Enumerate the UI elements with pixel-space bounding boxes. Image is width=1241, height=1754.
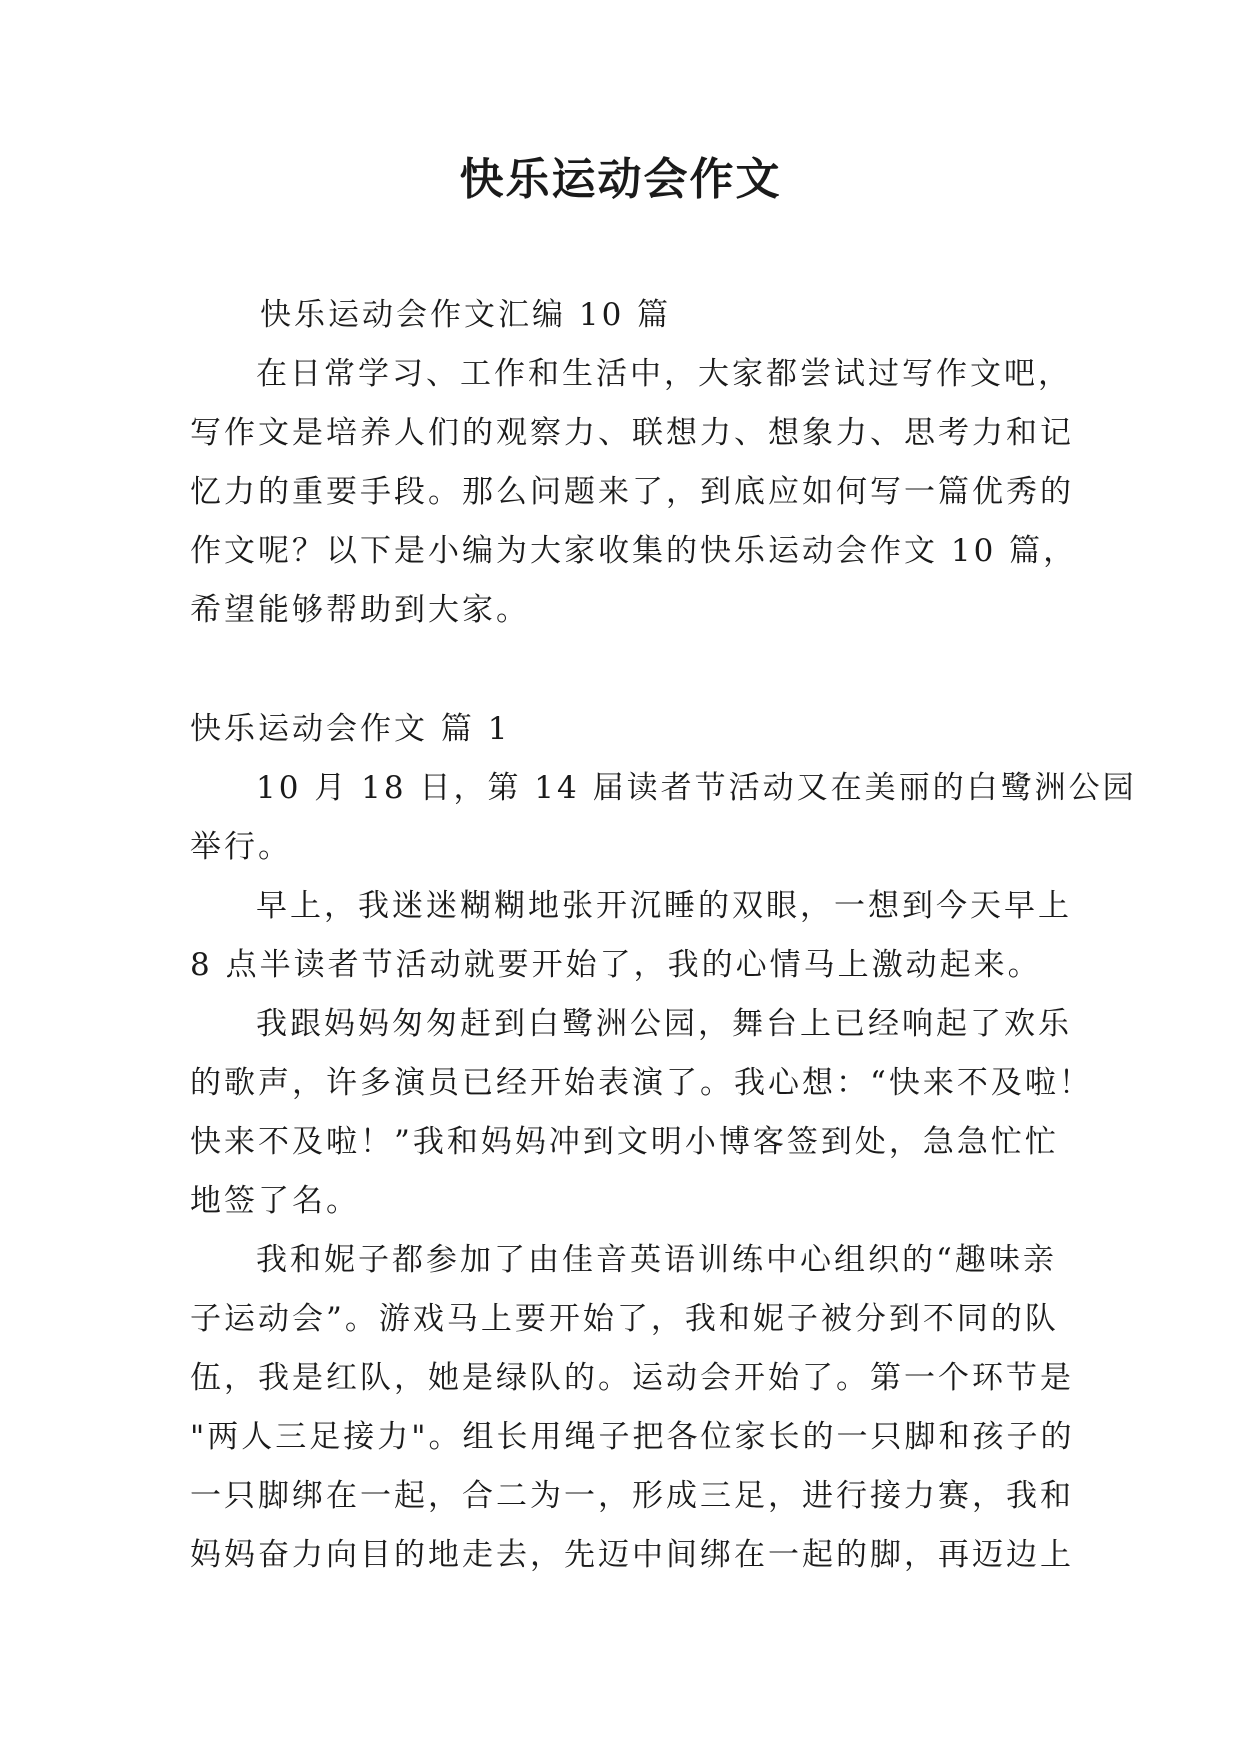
essay-line: 的歌声，许多演员已经开始表演了。我心想：“快来不及啦！ (190, 1065, 1093, 1101)
essay-line: 伍，我是红队，她是绿队的。运动会开始了。第一个环节是 (190, 1360, 1074, 1396)
essay-line: 地签了名。 (190, 1183, 360, 1219)
essay-line: 早上，我迷迷糊糊地张开沉睡的双眼，一想到今天早上 (256, 888, 1072, 924)
essay-line: 8 点半读者节活动就要开始了，我的心情马上激动起来。 (190, 947, 1042, 983)
intro-line: 忆力的重要手段。那么问题来了，到底应如何写一篇优秀的 (190, 474, 1074, 510)
section-heading: 快乐运动会作文 篇 1 (190, 711, 511, 747)
essay-line: 我和妮子都参加了由佳音英语训练中心组织的“趣味亲 (256, 1242, 1057, 1278)
essay-line: 子运动会”。游戏马上要开始了，我和妮子被分到不同的队 (190, 1301, 1059, 1337)
essay-line: 10 月 18 日，第 14 届读者节活动又在美丽的白鹭洲公园 (256, 770, 1137, 806)
intro-line: 作文呢？以下是小编为大家收集的快乐运动会作文 10 篇， (190, 533, 1078, 569)
essay-body (190, 759, 1137, 1585)
collection-subtitle: 快乐运动会作文汇编 10 篇 (260, 297, 672, 333)
document-title: 快乐运动会作文 (459, 154, 782, 205)
essay-line: 快来不及啦！”我和妈妈冲到文明小博客签到处，急急忙忙 (190, 1124, 1059, 1160)
essay-line: 妈妈奋力向目的地走去，先迈中间绑在一起的脚，再迈边上 (190, 1537, 1074, 1573)
intro-line: 希望能够帮助到大家。 (190, 592, 530, 628)
intro-line: 在日常学习、工作和生活中，大家都尝试过写作文吧， (256, 356, 1072, 392)
intro-line: 写作文是培养人们的观察力、联想力、想象力、思考力和记 (190, 415, 1074, 451)
essay-line: 一只脚绑在一起，合二为一，形成三足，进行接力赛，我和 (190, 1478, 1074, 1514)
essay-line: "两人三足接力"。组长用绳子把各位家长的一只脚和孩子的 (190, 1419, 1075, 1455)
essay-line: 举行。 (190, 829, 292, 865)
essay-line: 我跟妈妈匆匆赶到白鹭洲公园，舞台上已经响起了欢乐 (256, 1006, 1072, 1042)
intro-paragraph (190, 345, 1078, 640)
